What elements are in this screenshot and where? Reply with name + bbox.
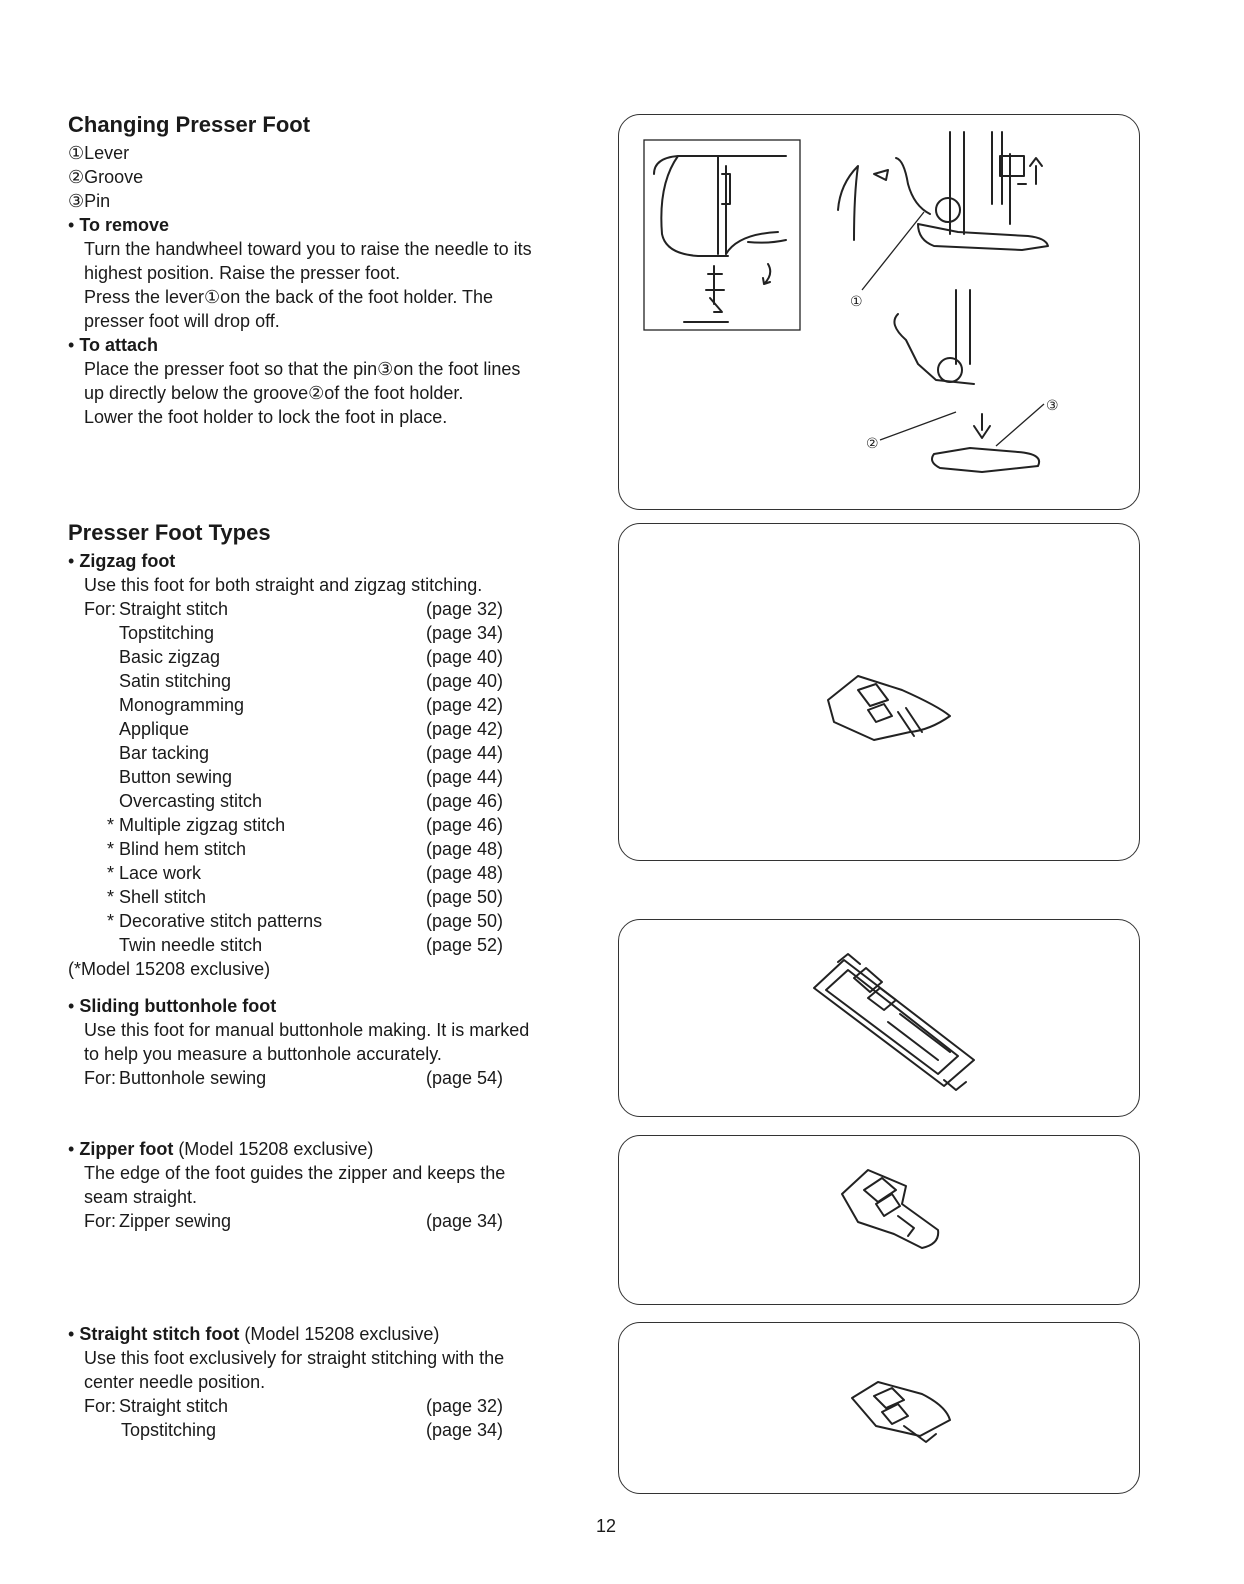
zipper-foot-icon bbox=[836, 1164, 946, 1254]
finger bbox=[838, 166, 858, 240]
page-ref: (page 34) bbox=[426, 1420, 504, 1440]
remove-text-3: Press the lever①on the back of the foot holder. The bbox=[84, 287, 494, 307]
section-title-changing: Changing Presser Foot bbox=[68, 112, 311, 137]
up-arrow-icon bbox=[1030, 158, 1042, 184]
remove-heading bbox=[68, 213, 169, 237]
list-item: Topstitching bbox=[119, 623, 215, 643]
straight-heading-suffix: (Model 15208 exclusive) bbox=[239, 1324, 440, 1344]
straight-desc-2: center needle position. bbox=[84, 1372, 266, 1392]
zipper-desc-1: The edge of the foot guides the zipper and keeps the bbox=[84, 1163, 506, 1183]
list-item: * Decorative stitch patterns bbox=[107, 911, 323, 931]
list-item: Straight stitch bbox=[119, 599, 229, 619]
rotate-arrow-icon bbox=[763, 264, 770, 284]
press-arrow-icon bbox=[874, 170, 888, 180]
list-item: Bar tacking bbox=[119, 743, 210, 763]
straight-heading-label: Straight stitch foot bbox=[79, 1324, 240, 1344]
zipper-heading-label: Zipper foot bbox=[79, 1139, 174, 1159]
section-title-types: Presser Foot Types bbox=[68, 520, 271, 545]
bullet-icon: • bbox=[68, 215, 75, 235]
page-ref: (page 52) bbox=[426, 935, 504, 955]
attach-text-2: up directly below the groove②of the foot holder. bbox=[84, 383, 464, 403]
list-item: Overcasting stitch bbox=[119, 791, 263, 811]
page-ref: (page 48) bbox=[426, 863, 504, 883]
page-ref: (page 40) bbox=[426, 647, 504, 667]
lever-arm bbox=[896, 158, 930, 214]
zigzag-desc: Use this foot for both straight and zigzag stitching. bbox=[84, 575, 483, 595]
list-item: Zipper sewing bbox=[119, 1211, 232, 1231]
buttonhole-heading-label: Sliding buttonhole foot bbox=[79, 996, 277, 1016]
zipper-desc-2: seam straight. bbox=[84, 1187, 198, 1207]
page-ref: (page 44) bbox=[426, 767, 504, 787]
figure-label-1: ① bbox=[850, 294, 863, 310]
down-arrow-icon bbox=[974, 414, 990, 438]
list-item: * Blind hem stitch bbox=[107, 839, 247, 859]
bullet-icon: • bbox=[68, 335, 75, 355]
page-ref: (page 42) bbox=[426, 719, 504, 739]
page-ref: (page 48) bbox=[426, 839, 504, 859]
straight-foot-icon bbox=[846, 1376, 956, 1456]
page-ref: (page 34) bbox=[426, 1211, 504, 1231]
list-item: * Lace work bbox=[107, 863, 202, 883]
list-item: * Shell stitch bbox=[107, 887, 207, 907]
figure-label-3: ③ bbox=[1046, 398, 1059, 414]
zipper-heading bbox=[68, 1137, 373, 1161]
page-ref: (page 46) bbox=[426, 815, 504, 835]
straight-desc-1: Use this foot exclusively for straight stitching with the bbox=[84, 1348, 505, 1368]
zigzag-foot-icon bbox=[818, 660, 958, 760]
screw-lower bbox=[938, 358, 962, 382]
buttonhole-for-label: For: bbox=[84, 1068, 117, 1088]
lower-foot-sole bbox=[932, 448, 1039, 472]
zigzag-heading bbox=[68, 549, 175, 573]
page-ref: (page 50) bbox=[426, 887, 504, 907]
page-ref: (page 44) bbox=[426, 743, 504, 763]
needle-bar bbox=[718, 156, 730, 254]
buttonhole-foot-icon bbox=[808, 952, 988, 1092]
list-item: Buttonhole sewing bbox=[119, 1068, 267, 1088]
remove-heading-label: To remove bbox=[79, 215, 170, 235]
attach-text-1: Place the presser foot so that the pin③on the foot lines bbox=[84, 359, 521, 379]
leader-2 bbox=[880, 412, 956, 440]
small-foot bbox=[706, 266, 724, 312]
page-ref: (page 50) bbox=[426, 911, 504, 931]
inset-frame bbox=[644, 140, 800, 330]
page-ref: (page 46) bbox=[426, 791, 504, 811]
zipper-for-label: For: bbox=[84, 1211, 117, 1231]
legend-groove: ②Groove bbox=[68, 167, 144, 187]
page-ref: (page 32) bbox=[426, 1396, 504, 1416]
needle-bar-upper bbox=[950, 132, 1002, 234]
list-item: Basic zigzag bbox=[119, 647, 221, 667]
leader-3 bbox=[996, 404, 1044, 446]
remove-text-1: Turn the handwheel toward you to raise the needle to its bbox=[84, 239, 532, 259]
page-ref: (page 42) bbox=[426, 695, 504, 715]
attach-heading bbox=[68, 333, 158, 357]
straight-for-label: For: bbox=[84, 1396, 117, 1416]
upper-foot-sole bbox=[918, 224, 1048, 250]
legend-lever: ①Lever bbox=[68, 143, 130, 163]
changing-foot-illustration bbox=[618, 114, 1138, 508]
remove-text-4: presser foot will drop off. bbox=[84, 311, 280, 331]
list-item: Straight stitch bbox=[119, 1396, 229, 1416]
straight-heading bbox=[68, 1322, 439, 1346]
page-ref: (page 54) bbox=[426, 1068, 504, 1088]
remove-text-2: highest position. Raise the presser foot. bbox=[84, 263, 401, 283]
page-ref: (page 32) bbox=[426, 599, 504, 619]
buttonhole-desc-1: Use this foot for manual buttonhole making. It is marked bbox=[84, 1020, 530, 1040]
attach-heading-label: To attach bbox=[79, 335, 158, 355]
zigzag-heading-label: Zigzag foot bbox=[79, 551, 176, 571]
leader-1 bbox=[862, 212, 924, 290]
page-ref: (page 40) bbox=[426, 671, 504, 691]
page-number: 12 bbox=[596, 1516, 617, 1536]
needle-bar-lower bbox=[956, 290, 970, 364]
foot-holder-line bbox=[726, 232, 786, 254]
list-item: Monogramming bbox=[119, 695, 245, 715]
list-item: Topstitching bbox=[121, 1420, 217, 1440]
zipper-heading-suffix: (Model 15208 exclusive) bbox=[173, 1139, 374, 1159]
page-ref: (page 34) bbox=[426, 623, 504, 643]
list-item: Applique bbox=[119, 719, 190, 739]
bullet-icon: • bbox=[68, 996, 75, 1016]
bullet-icon: • bbox=[68, 1324, 75, 1344]
list-item: Satin stitching bbox=[119, 671, 232, 691]
screw-upper bbox=[936, 198, 960, 222]
bullet-icon: • bbox=[68, 1139, 75, 1159]
zigzag-for-label: For: bbox=[84, 599, 117, 619]
list-item: Button sewing bbox=[119, 767, 233, 787]
list-item: * Multiple zigzag stitch bbox=[107, 815, 286, 835]
attach-text-3: Lower the foot holder to lock the foot in place. bbox=[84, 407, 448, 427]
legend-pin: ③Pin bbox=[68, 191, 111, 211]
list-item: Twin needle stitch bbox=[119, 935, 263, 955]
buttonhole-heading bbox=[68, 994, 276, 1018]
figure-label-2: ② bbox=[866, 436, 879, 452]
bullet-icon: • bbox=[68, 551, 75, 571]
buttonhole-desc-2: to help you measure a buttonhole accurately. bbox=[84, 1044, 442, 1064]
model-exclusive-note: (*Model 15208 exclusive) bbox=[68, 959, 271, 979]
machine-body-outline bbox=[654, 156, 786, 256]
needle-clamp bbox=[1000, 154, 1026, 224]
